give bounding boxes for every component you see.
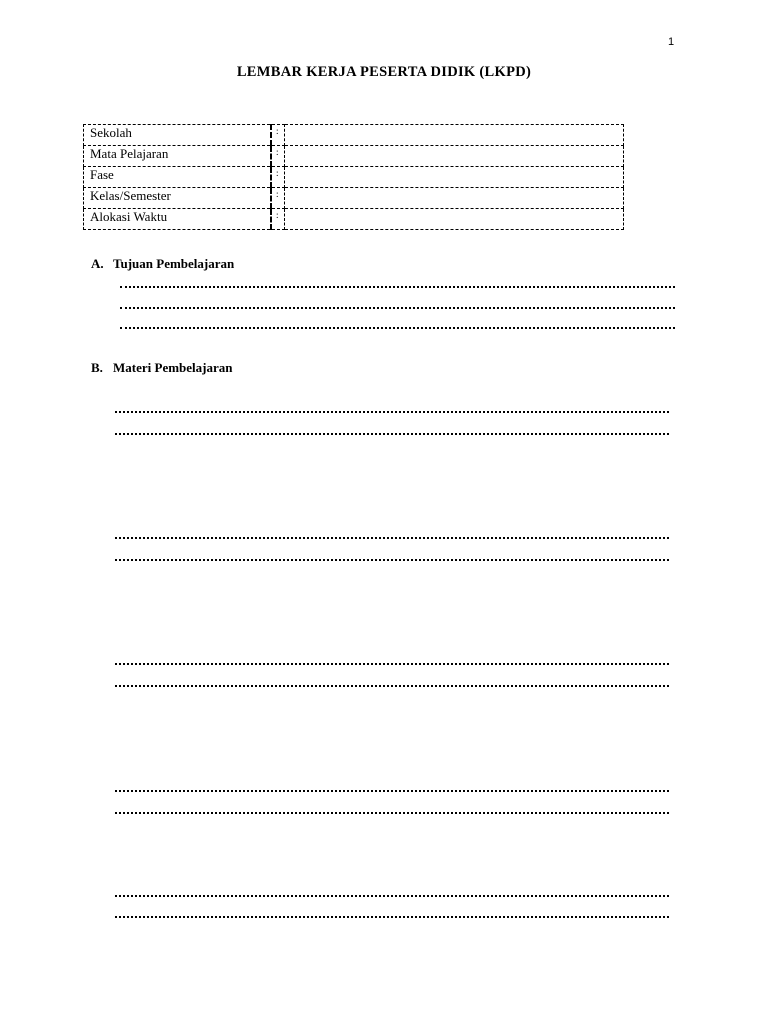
answer-line[interactable] bbox=[120, 327, 675, 331]
row-label: Fase bbox=[84, 167, 272, 188]
row-colon: : bbox=[271, 167, 285, 188]
page-number: 1 bbox=[668, 36, 675, 48]
answer-line[interactable] bbox=[115, 790, 669, 794]
row-value-field[interactable] bbox=[285, 167, 624, 188]
row-value-field[interactable] bbox=[285, 125, 624, 146]
answer-line[interactable] bbox=[115, 559, 669, 563]
answer-line[interactable] bbox=[120, 307, 675, 311]
table-row bbox=[84, 209, 624, 230]
answer-line[interactable] bbox=[115, 433, 669, 437]
row-colon: : bbox=[271, 188, 285, 209]
row-value-field[interactable] bbox=[285, 209, 624, 230]
answer-line[interactable] bbox=[120, 286, 675, 290]
answer-line[interactable] bbox=[115, 916, 669, 920]
table-row bbox=[84, 167, 624, 188]
row-label: Sekolah bbox=[84, 125, 272, 146]
row-value-field[interactable] bbox=[285, 146, 624, 167]
answer-line[interactable] bbox=[115, 895, 669, 899]
answer-line[interactable] bbox=[115, 685, 669, 689]
section-letter: A. bbox=[91, 256, 104, 271]
table-row bbox=[84, 188, 624, 209]
section-heading-b bbox=[91, 360, 232, 376]
section-heading-a bbox=[91, 256, 234, 272]
answer-line[interactable] bbox=[115, 411, 669, 415]
page-title: LEMBAR KERJA PESERTA DIDIK (LKPD) bbox=[236, 64, 532, 80]
answer-line[interactable] bbox=[115, 537, 669, 541]
table-row bbox=[84, 125, 624, 146]
answer-line[interactable] bbox=[115, 812, 669, 816]
section-letter: B. bbox=[91, 360, 103, 375]
row-colon: : bbox=[271, 209, 285, 230]
section-title: Materi Pembelajaran bbox=[113, 360, 233, 375]
table-row bbox=[84, 146, 624, 167]
row-colon: : bbox=[271, 146, 285, 167]
row-label: Mata Pelajaran bbox=[84, 146, 272, 167]
answer-line[interactable] bbox=[115, 663, 669, 667]
identity-table bbox=[83, 124, 624, 230]
row-value-field[interactable] bbox=[285, 188, 624, 209]
row-colon: : bbox=[271, 125, 285, 146]
row-label: Kelas/Semester bbox=[84, 188, 272, 209]
section-title: Tujuan Pembelajaran bbox=[113, 256, 235, 271]
row-label: Alokasi Waktu bbox=[84, 209, 272, 230]
